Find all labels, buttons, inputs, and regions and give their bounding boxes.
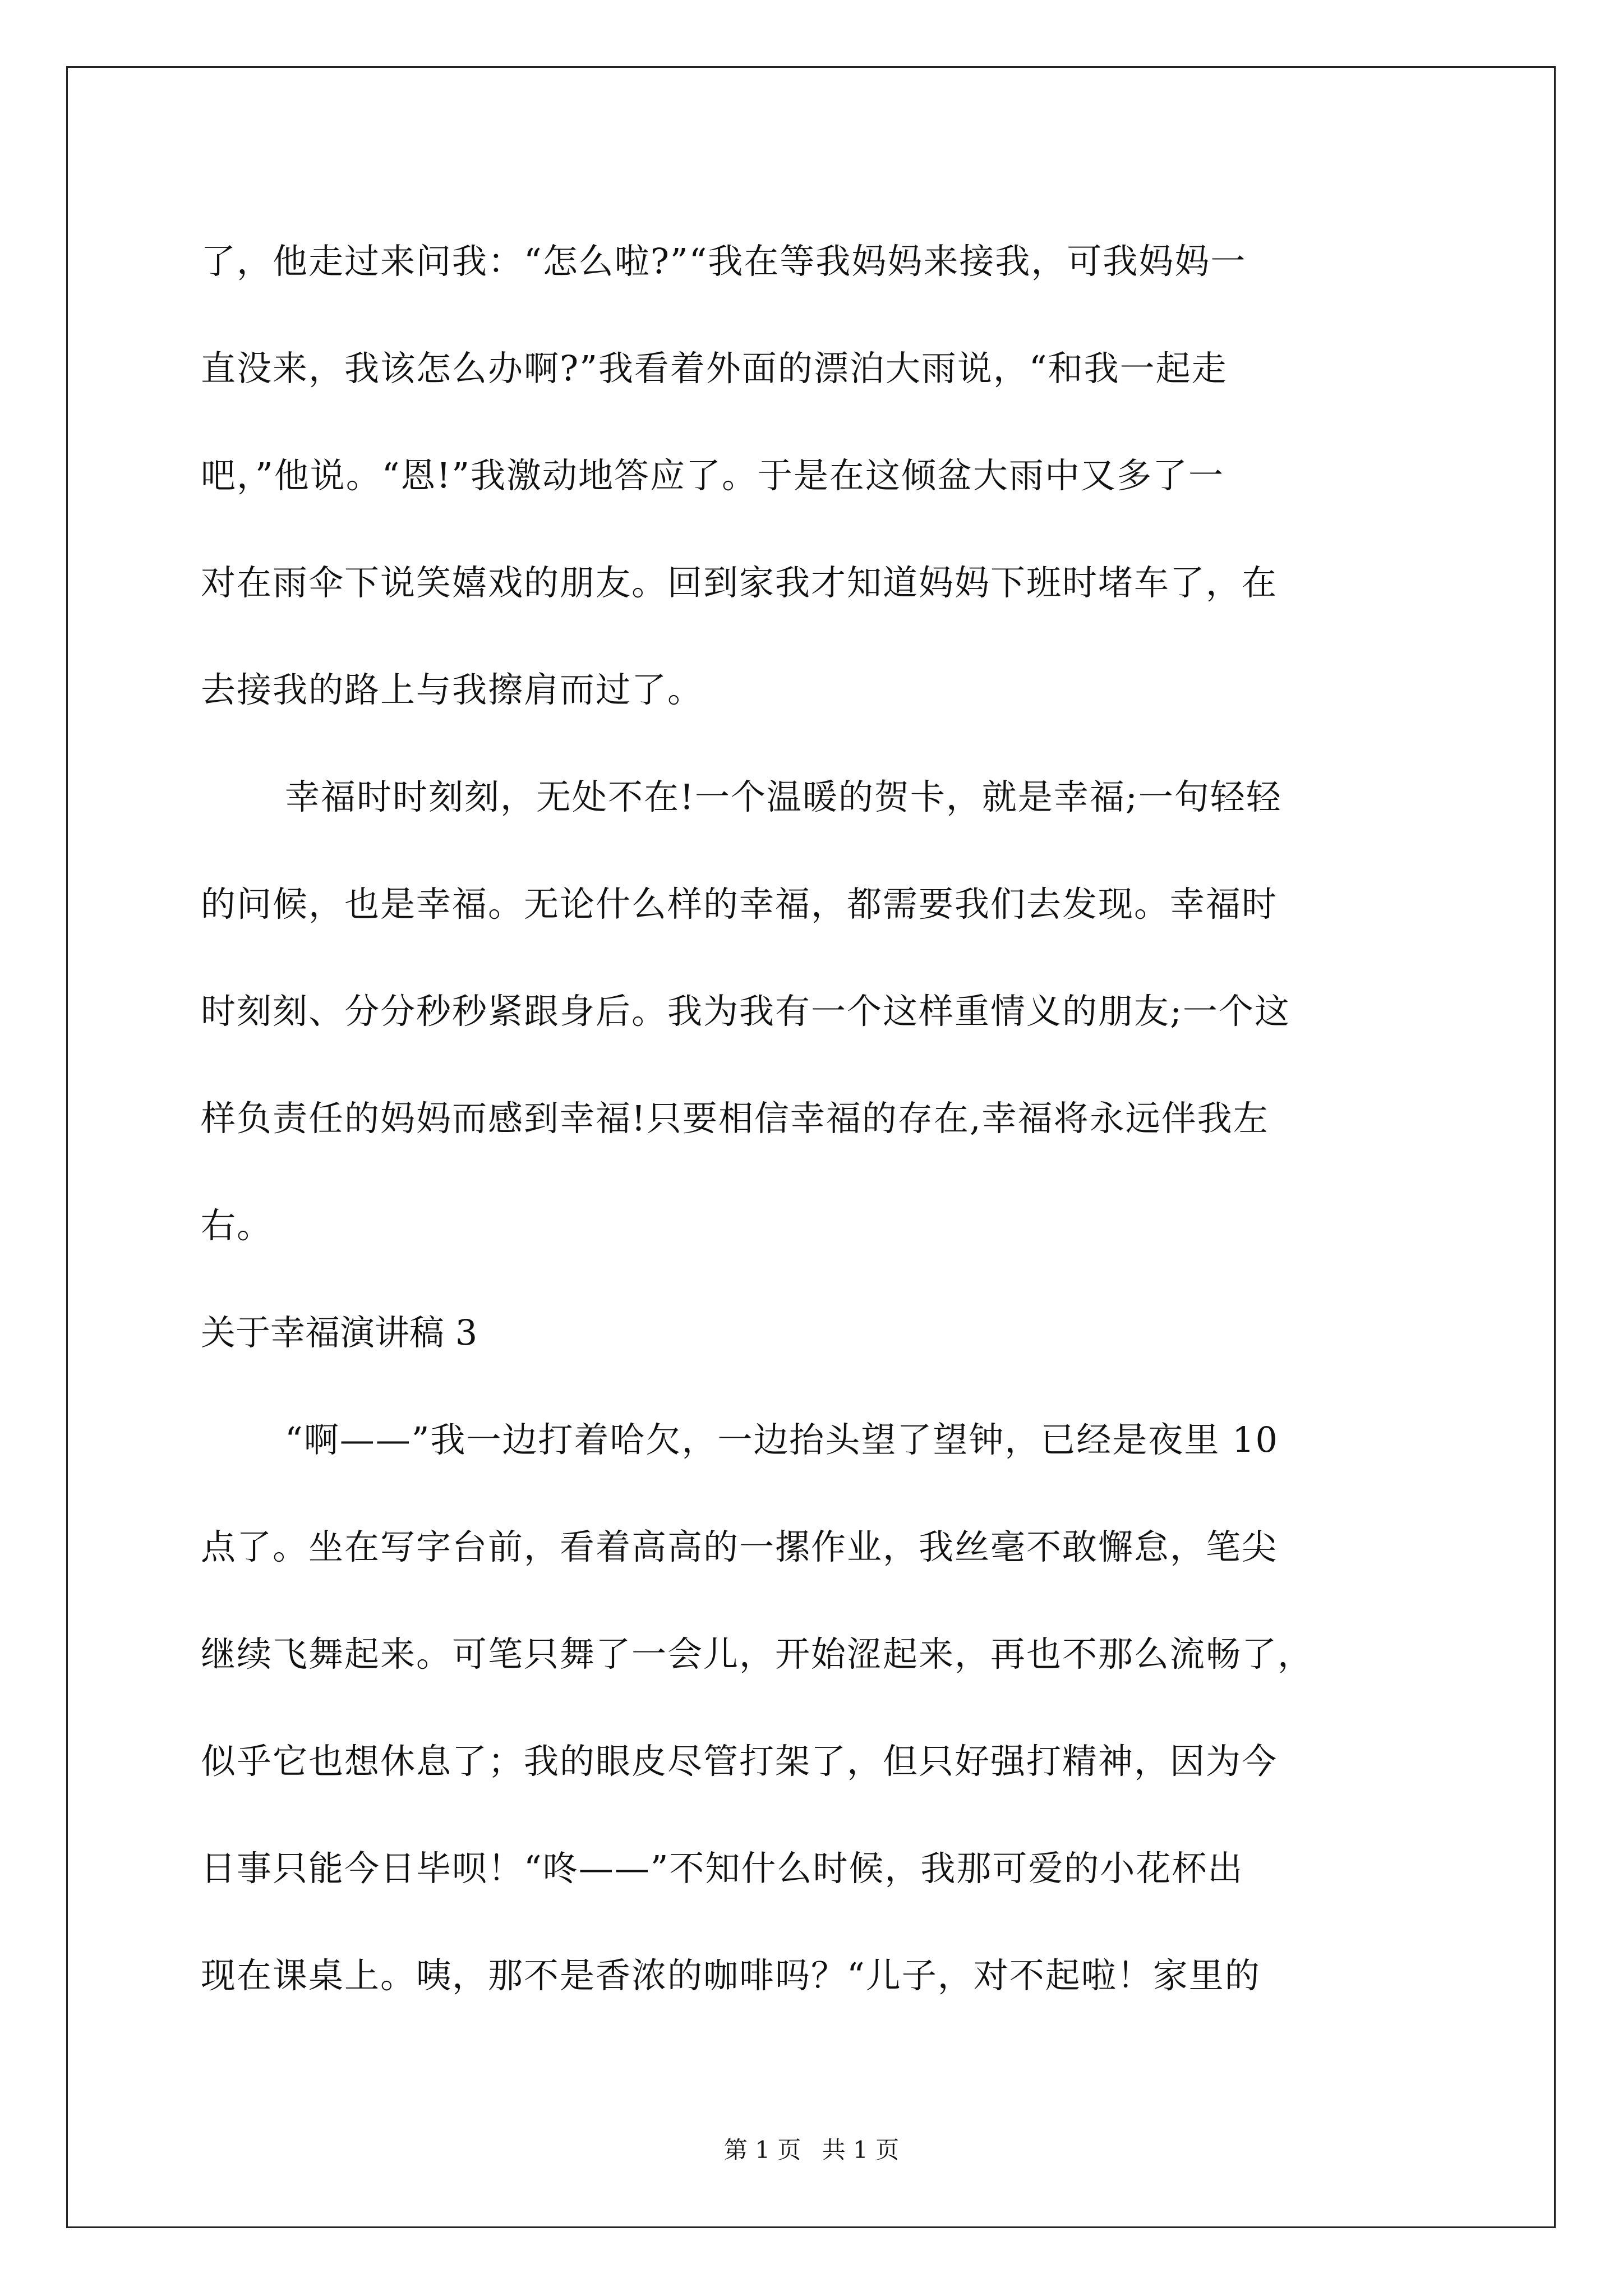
paragraph-2 [201,743,1435,1279]
text-line: 吧，”他说。“恩!”我激动地答应了。于是在这倾盆大雨中又多了一 [201,455,1225,496]
text-line: 点了。坐在写字台前，看着高高的一摞作业，我丝毫不敢懈怠，笔尖 [201,1526,1278,1567]
page-total: 共 1 页 [822,2136,900,2164]
text-line: 的问候，也是幸福。无论什么样的幸福，都需要我们去发现。幸福时 [201,884,1278,924]
text-line: “啊——”我一边打着哈欠，一边抬头望了望钟，已经是夜里 10 [285,1419,1279,1460]
text-line: 右。 [201,1205,273,1246]
text-line: 去接我的路上与我擦肩而过了。 [201,669,704,710]
text-line: 直没来，我该怎么办啊?”我看着外面的漂泊大雨说，“和我一起走 [201,348,1228,389]
text-line: 幸福时时刻刻，无处不在!一个温暖的贺卡，就是幸福;一句轻轻 [285,776,1282,817]
text-line: 时刻刻、分分秒秒紧跟身后。我为我有一个这样重情义的朋友;一个这 [201,991,1290,1032]
text-line: 样负责任的妈妈而感到幸福!只要相信幸福的存在,幸福将永远伴我左 [201,1098,1269,1139]
text-line: 似乎它也想休息了；我的眼皮尽管打架了，但只好强打精神，因为今 [201,1741,1278,1782]
page-number: 第 1 页 [723,2136,801,2164]
page-footer [0,2132,1623,2165]
text-line: 了，他走过来问我：“怎么啦?”“我在等我妈妈来接我，可我妈妈一 [201,241,1247,282]
paragraph-1 [201,208,1435,743]
text-line: 继续飞舞起来。可笔只舞了一会儿，开始涩起来，再也不那么流畅了， [201,1634,1314,1674]
section-heading: 关于幸福演讲稿 3 [201,1312,478,1353]
text-line: 对在雨伞下说笑嬉戏的朋友。回到家我才知道妈妈下班时堵车了，在 [201,562,1278,603]
document-body [201,208,1435,2029]
text-line: 现在课桌上。咦，那不是香浓的咖啡吗？“儿子，对不起啦！家里的 [201,1955,1261,1996]
text-line: 日事只能今日毕呗！“咚——”不知什么时候，我那可爱的小花杯出 [201,1848,1244,1889]
paragraph-3 [201,1386,1435,2029]
